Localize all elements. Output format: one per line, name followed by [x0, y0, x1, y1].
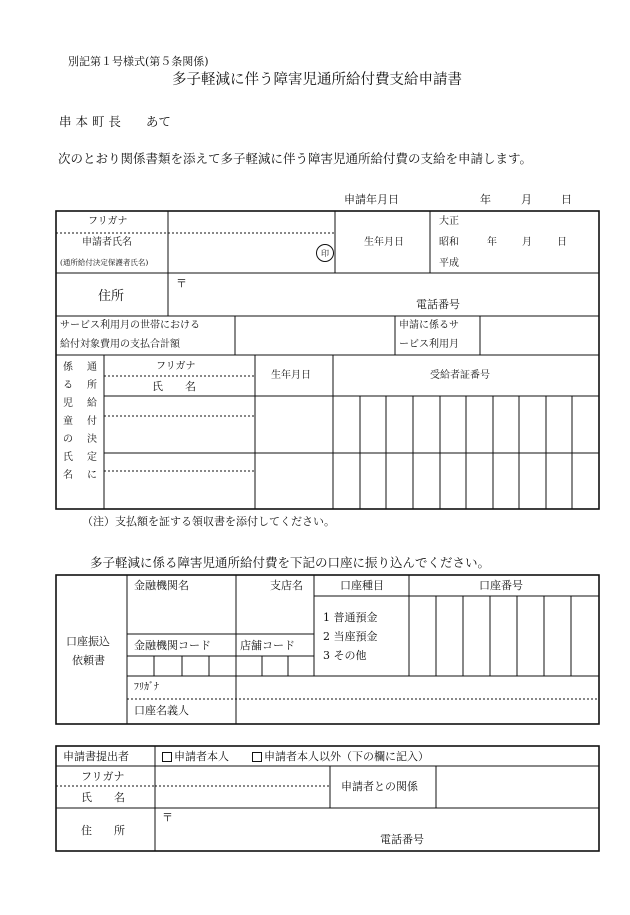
birth-year-label: 年 [487, 237, 497, 248]
application-date-label: 申請年月日 [344, 193, 399, 206]
submitter-postal-mark: 〒 [162, 811, 173, 824]
child-section-label-col1: 係 る 児 童 の 氏 名 [63, 362, 73, 481]
child-section-label-col2: 通 所 給 付 決 定 に [87, 362, 97, 481]
account-holder-label: 口座名義人 [134, 704, 189, 717]
institution-code-label: 金融機関コード [134, 639, 211, 652]
applicant-furigana-field[interactable] [168, 211, 335, 233]
account-type-option-2[interactable]: 2 当座預金 [323, 630, 378, 643]
bank-intro-text: 多子軽減に係る障害児通所給付費を下記の口座に振り込んでください。 [90, 555, 491, 570]
account-type-label: 口座種目 [340, 579, 384, 592]
service-month-label-line1: 申請に係るサ [399, 320, 459, 331]
form-number: 別記第１号様式(第５条関係) [68, 55, 209, 68]
submitter-name-label: 氏 名 [81, 791, 125, 804]
application-year-label: 年 [480, 193, 491, 206]
account-holder-field[interactable] [236, 699, 599, 724]
submitter-other-checkbox[interactable] [252, 752, 262, 762]
service-month-field[interactable] [480, 316, 599, 355]
birth-day-label: 日 [557, 237, 567, 248]
submitter-name-field[interactable] [155, 786, 330, 808]
submitter-address-label: 住 所 [81, 824, 125, 837]
intro-text: 次のとおり関係書類を添えて多子軽減に伴う障害児通所給付費の支給を申請します。 [58, 151, 533, 166]
service-total-label-line1: サービス利用月の世帯における [60, 320, 200, 331]
relation-label: 申請者との関係 [341, 780, 418, 793]
applicant-birth-label: 生年月日 [364, 237, 404, 248]
institution-label: 金融機関名 [134, 579, 189, 592]
address-label: 住所 [98, 289, 125, 304]
seal-mark: 印 [316, 244, 334, 262]
address-field[interactable] [168, 273, 599, 316]
bank-side-label-line1: 口座振込 [66, 635, 110, 648]
bank-side-label-line2: 依頼書 [72, 654, 105, 667]
applicant-furigana-label: フリガナ [88, 216, 128, 227]
submitter-label: 申請書提出者 [63, 750, 129, 763]
phone-label: 電話番号 [416, 298, 460, 311]
child-furigana-header: フリガナ [156, 361, 196, 372]
account-type-option-1[interactable]: 1 普通預金 [323, 611, 378, 624]
holder-furigana-field[interactable] [236, 676, 599, 699]
service-total-field[interactable] [235, 316, 395, 355]
addressee: 串 本 町 長 あて [59, 114, 171, 129]
service-total-label-line2: 給付対象費用の支払合計額 [60, 339, 180, 350]
account-number-label: 口座番号 [479, 579, 523, 592]
application-day-label: 日 [561, 193, 572, 206]
child-cert-header: 受給者証番号 [430, 370, 490, 381]
child-2-name-field[interactable] [104, 453, 255, 509]
application-month-label: 月 [521, 193, 532, 206]
relation-field[interactable] [436, 766, 599, 808]
applicant-name-field[interactable] [168, 233, 313, 273]
applicant-name-note: (通所給付決定保護者氏名) [60, 258, 149, 267]
era-taisho[interactable]: 大正 [439, 216, 459, 227]
submitter-phone-label: 電話番号 [380, 833, 424, 846]
postal-mark: 〒 [176, 277, 187, 290]
receipt-note: （注）支払額を証する領収書を添付してください。 [82, 515, 335, 528]
holder-furigana-label: ﾌﾘｶﾞﾅ [134, 682, 159, 693]
branch-code-label: 店舗コード [240, 639, 295, 652]
service-month-label-line2: ービス利用月 [399, 339, 459, 350]
birth-month-label: 月 [522, 237, 532, 248]
branch-label: 支店名 [270, 579, 303, 592]
form-title: 多子軽減に伴う障害児通所給付費支給申請書 [172, 72, 462, 88]
applicant-name-label: 申請者氏名 [82, 237, 132, 248]
submitter-self-checkbox[interactable] [162, 752, 172, 762]
account-type-option-3[interactable]: 3 その他 [323, 649, 367, 662]
submitter-address-field[interactable] [155, 808, 599, 851]
child-name-header: 氏 名 [152, 380, 196, 393]
submitter-self-label: 申請者本人 [174, 750, 229, 763]
submitter-other-label: 申請者本人以外（下の欄に記入） [264, 750, 429, 763]
child-1-name-field[interactable] [104, 396, 255, 453]
era-heisei[interactable]: 平成 [439, 258, 459, 269]
submitter-furigana-label: フリガナ [81, 770, 125, 783]
child-birth-header: 生年月日 [271, 370, 311, 381]
era-showa[interactable]: 昭和 [439, 237, 459, 248]
